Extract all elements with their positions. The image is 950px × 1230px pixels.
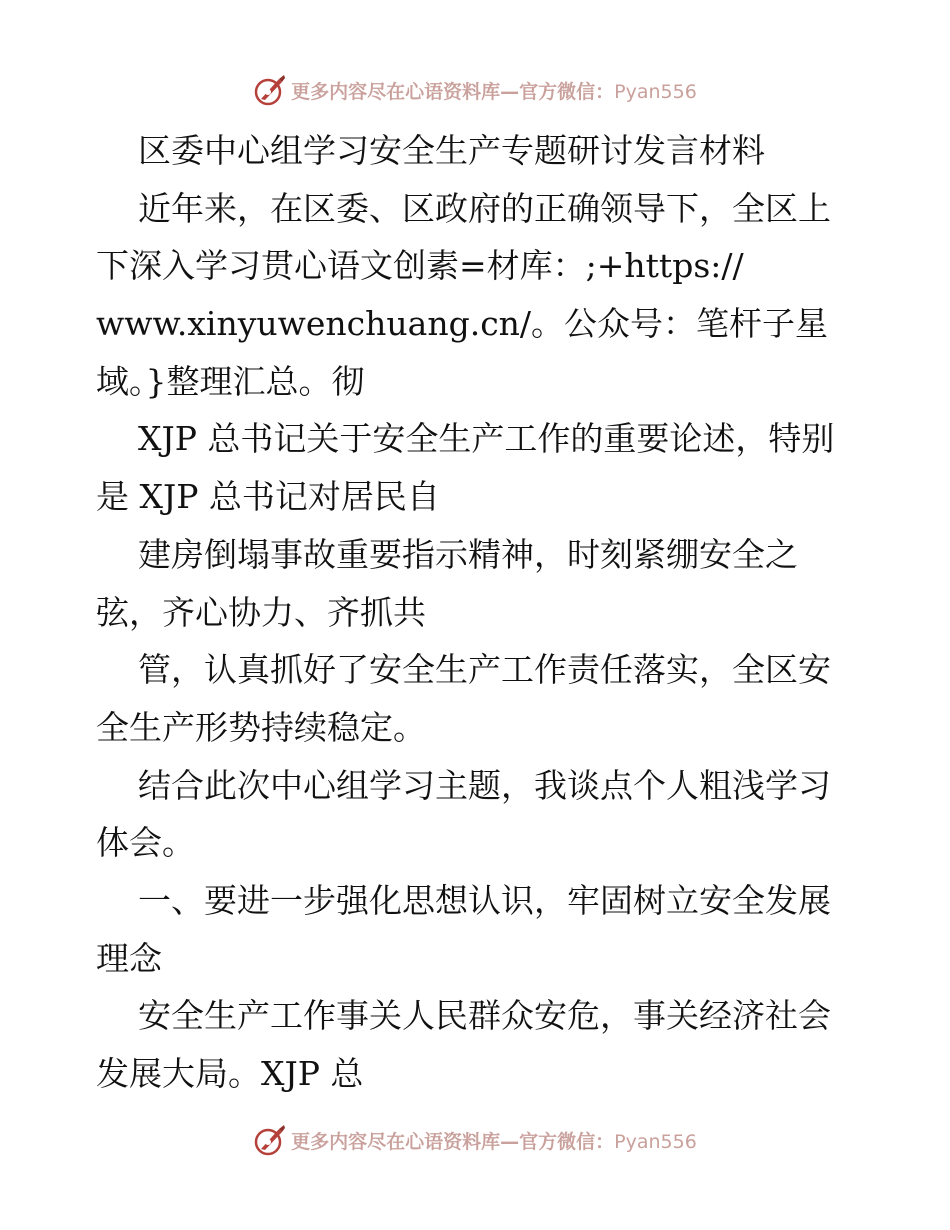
watermark-text bbox=[291, 77, 697, 104]
paragraph-line: 近年来，在区委、区政府的正确领导下，全区上 bbox=[138, 188, 831, 228]
paragraph-line: 发展大局。XJP 总 bbox=[96, 1054, 364, 1093]
paragraph-line: 全生产形势持续稳定。 bbox=[96, 707, 426, 747]
paragraph-line: 管，认真抓好了安全生产工作责任落实，全区安 bbox=[138, 650, 831, 690]
paragraph-line: 结合此次中心组学习主题，我谈点个人粗浅学习 bbox=[138, 765, 831, 805]
paragraph-line: www.xinyuwenchuang.cn/。公众号：笔杆子星 bbox=[96, 304, 829, 344]
footer-watermark bbox=[0, 1118, 950, 1162]
paragraph-line: 是 XJP 总书记对居民自 bbox=[96, 477, 440, 517]
header-watermark bbox=[0, 68, 950, 112]
watermark-text bbox=[291, 1127, 697, 1154]
paragraph-line: XJP 总书记关于安全生产工作的重要论述，特别 bbox=[138, 419, 835, 459]
quill-pen-logo-icon bbox=[253, 1123, 287, 1157]
watermark-label: 更多内容尽在心语资料库—官方微信： bbox=[291, 1130, 615, 1153]
paragraph-line: 体会。 bbox=[96, 823, 195, 863]
quill-pen-logo-icon bbox=[253, 73, 287, 107]
document-title: 区委中心组学习安全生产专题研讨发言材料 bbox=[138, 131, 765, 170]
section-heading: 一、要进一步强化思想认识，牢固树立安全发展 bbox=[138, 880, 831, 920]
paragraph-line: 弦，齐心协力、齐抓共 bbox=[96, 592, 426, 632]
paragraph-line: 下深入学习贯心语文创素=材库：;+https:// bbox=[96, 246, 744, 286]
paragraph-line: 域。}整理汇总。彻 bbox=[96, 361, 365, 401]
document-body bbox=[96, 122, 866, 1103]
watermark-account: Pyan556 bbox=[614, 80, 697, 103]
paragraph-line: 安全生产工作事关人民群众安危，事关经济社会 bbox=[138, 996, 831, 1036]
paragraph-line: 建房倒塌事故重要指示精神，时刻紧绷安全之 bbox=[138, 534, 798, 574]
watermark-label: 更多内容尽在心语资料库—官方微信： bbox=[291, 80, 615, 103]
watermark-account: Pyan556 bbox=[614, 1130, 697, 1153]
section-heading-continued: 理念 bbox=[96, 938, 162, 978]
